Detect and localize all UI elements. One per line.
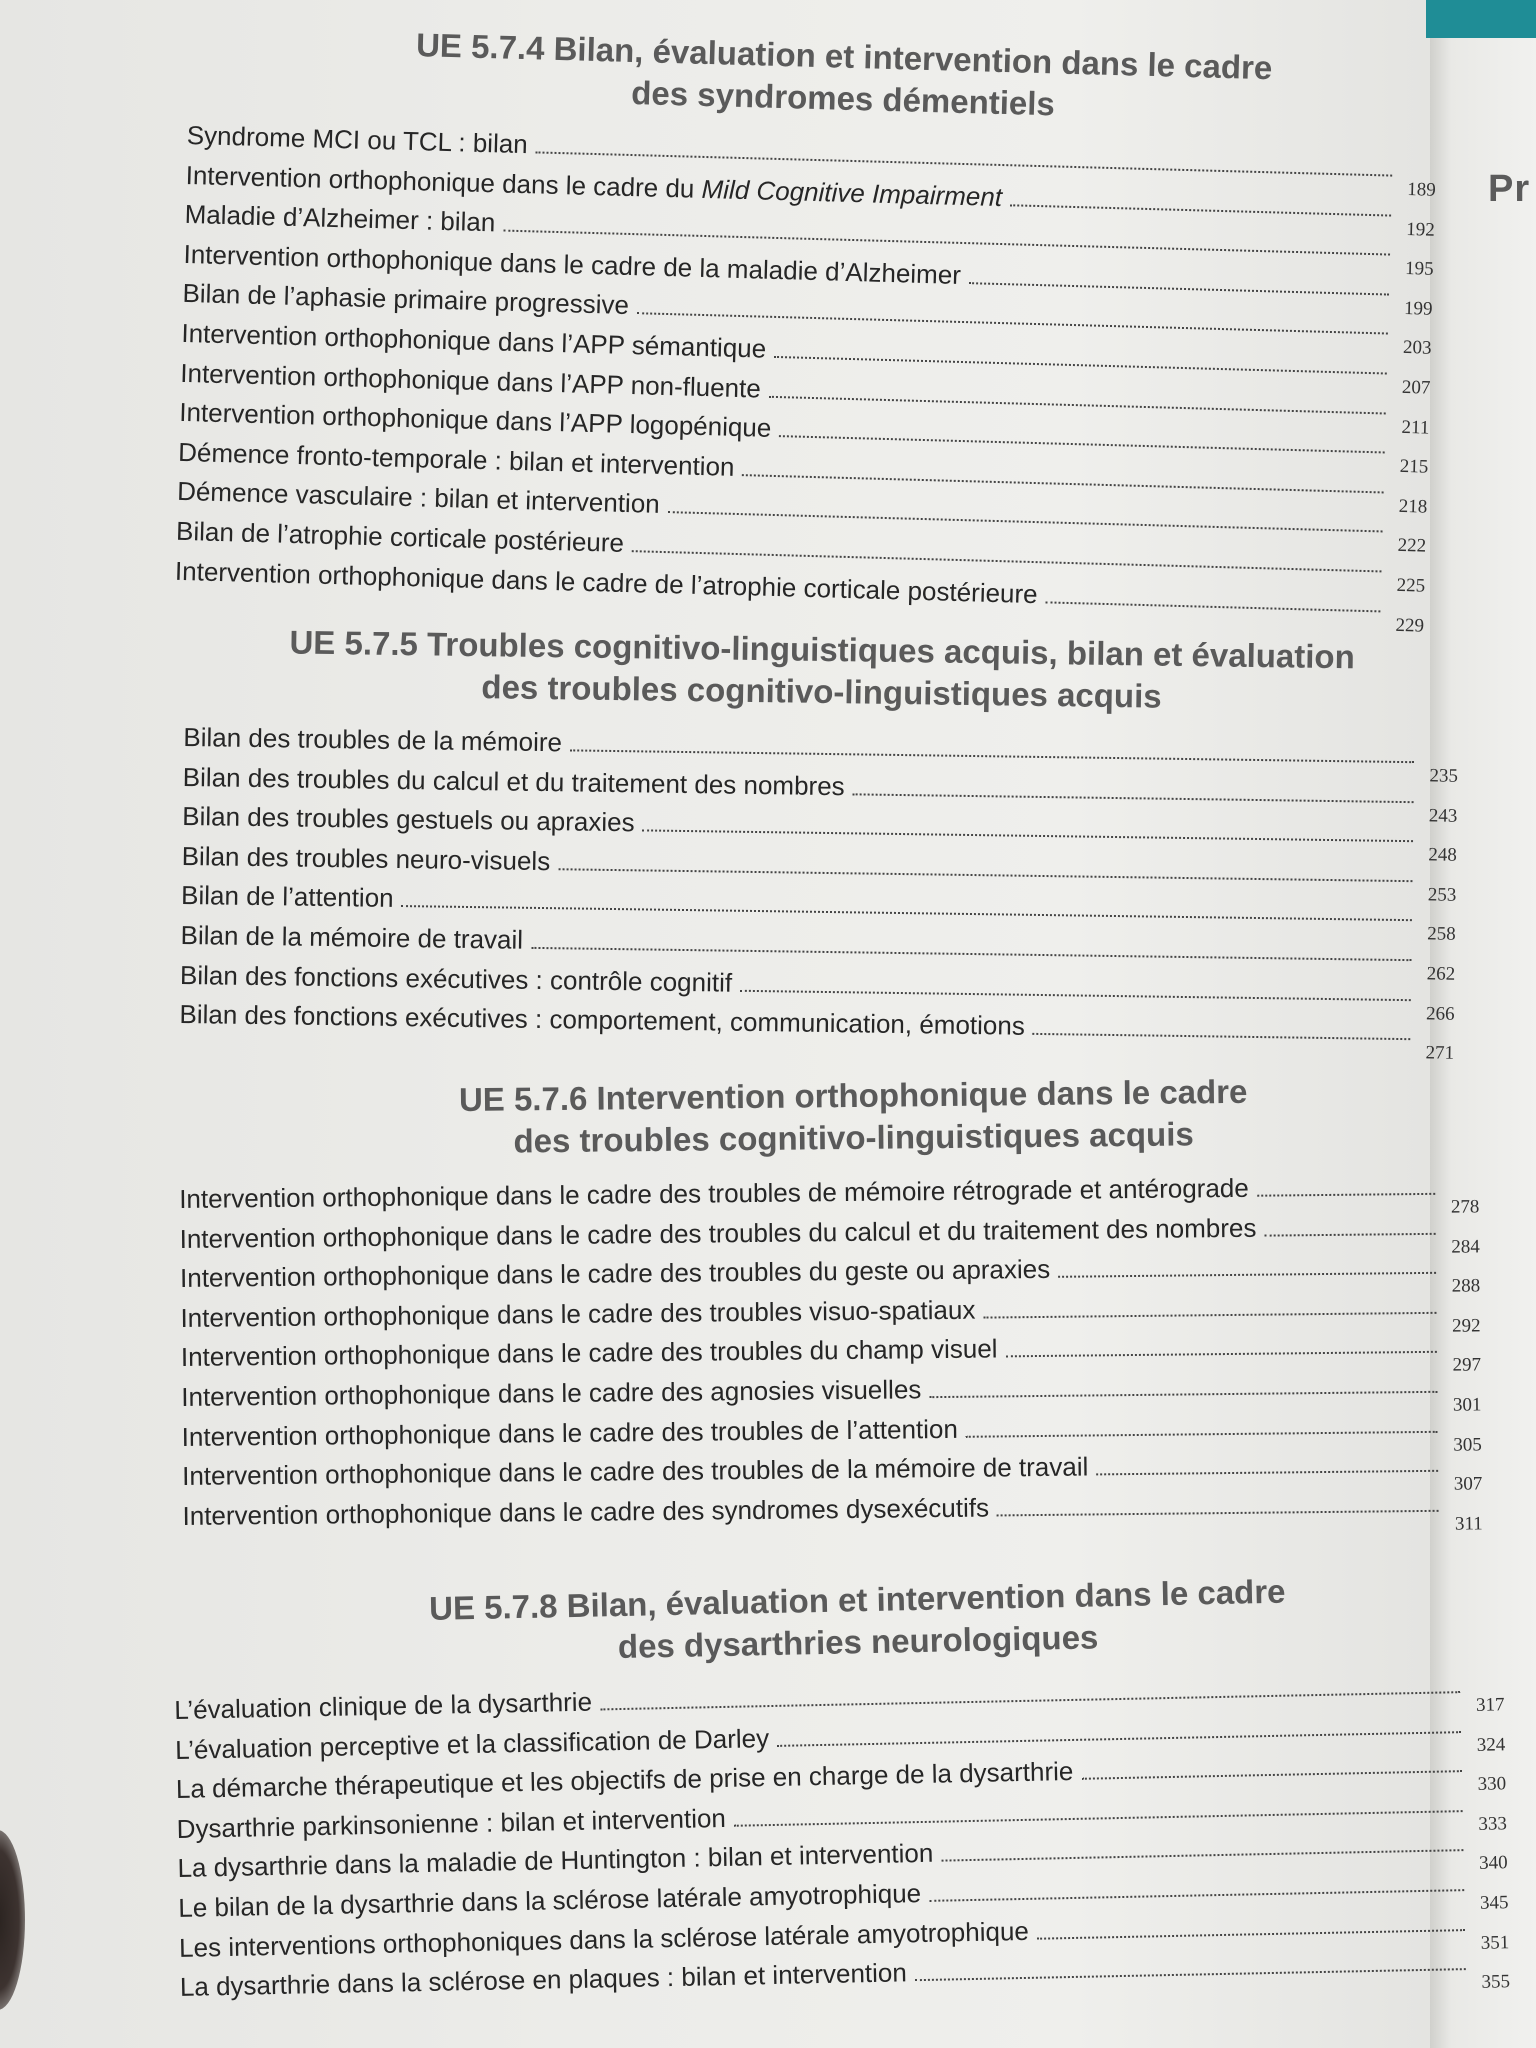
toc-entry-italic-text: Mild Cognitive Impairment [701,173,1003,212]
toc-entry-text: Bilan des troubles gestuels ou apraxies [182,801,635,838]
toc-entry-text: Bilan des fonctions exécutives : comportement, communication, émotions [179,999,1026,1041]
dot-leader [531,947,1411,961]
toc-entry-text: Dysarthrie parkinsonienne : bilan et intervention [176,1802,727,1844]
section-title-line-1: UE 5.7.5 Troubles cognitivo-linguistiques acquis, bilan et évaluation [289,623,1356,676]
toc-entry-page-number: 305 [1453,1433,1482,1456]
toc-entry-label [182,797,635,843]
toc-entry-text: Intervention orthophonique dans le cadre de la maladie d’Alzheimer [183,238,962,290]
dot-leader [570,749,1414,763]
toc-section-ue-5-7-6 [178,1068,1483,1536]
section-title-line-1: UE 5.7.6 Intervention orthophonique dans le cadre [458,1072,1248,1119]
toc-entry-text: Intervention orthophonique dans le cadre des troubles du calcul et du traitement des nombres [179,1212,1257,1254]
toc-entry-text: Intervention orthophonique dans l’APP logopénique [178,397,772,444]
toc-entry-page-number: 340 [1478,1852,1508,1875]
toc-entry-page-number: 324 [1476,1733,1506,1756]
dot-leader [853,793,1414,803]
dot-leader [929,1889,1464,1902]
dot-leader [740,989,1411,1000]
toc-entry-text: Intervention orthophonique dans le cadre des troubles du geste ou apraxies [179,1254,1051,1294]
section-title-line-2: des troubles cognitivo-linguistiques acquis [513,1115,1194,1160]
toc-entry-text: Intervention orthophonique dans le cadre des troubles de l’attention [181,1413,959,1452]
toc-entry-page-number: 243 [1428,804,1458,827]
toc-entry-text: Intervention orthophonique dans l’APP sémantique [181,317,767,364]
section-title-line-1: UE 5.7.4 Bilan, évaluation et intervention dans le cadre [415,26,1273,87]
toc-entry-text: Intervention orthophonique dans le cadre du [185,159,703,204]
toc-entry-page-number: 222 [1397,535,1427,557]
toc-entry-page-number: 235 [1429,765,1459,787]
section-title [184,620,1460,722]
toc-entry-page-number: 311 [1454,1513,1483,1535]
toc-entry-text: Intervention orthophonique dans le cadre de l’atrophie corticale postérieure [174,555,1039,609]
toc-entry-text: Bilan de l’aphasie primaire progressive [182,278,630,321]
toc-entry-page-number: 307 [1453,1473,1483,1495]
dot-leader [401,905,1411,921]
toc-entry-text: Démence vasculaire : bilan et intervention [176,476,661,520]
toc-entry-text: Bilan des troubles du calcul et du traitement des nombres [182,761,845,801]
dot-leader [1058,1272,1436,1278]
toc-entry-text: L’évaluation clinique de la dysarthrie [174,1686,593,1725]
dot-leader [929,1391,1437,1398]
toc-entry-text: Bilan des fonctions exécutives : contrôle cognitif [179,959,733,998]
dot-leader [1006,1351,1437,1358]
toc-entry-label [181,837,550,882]
dot-leader [915,1968,1466,1981]
toc-entry-page-number: 355 [1481,1971,1511,1993]
toc-entry-page-number: 345 [1479,1892,1509,1914]
toc-entry-page-number: 203 [1402,337,1432,360]
toc-entry-page-number: 215 [1399,456,1429,478]
toc-entry-text: L’évaluation perceptive et la classification de Darley [174,1722,770,1765]
section-title [178,1068,1479,1166]
toc-entry-page-number: 189 [1407,178,1437,201]
dot-leader [1264,1232,1435,1236]
dot-leader [983,1312,1436,1319]
toc-entry-page-number: 317 [1475,1694,1505,1716]
section-title-line-2: des troubles cognitivo-linguistiques acquis [481,668,1162,715]
toc-entry-text: Intervention orthophonique dans le cadre des troubles visuo-spatiaux [180,1294,976,1333]
toc-entry-text: Maladie d’Alzheimer : bilan [184,199,496,238]
toc-entry-page-number: 258 [1427,923,1456,946]
toc-entry-text: La dysarthrie dans la sclérose en plaques : bilan et intervention [179,1957,908,2003]
dot-leader [941,1850,1463,1862]
adjacent-page-label: Pr [1488,168,1531,210]
toc-entry-label [180,916,523,960]
dot-leader [558,868,1412,882]
dot-leader [1096,1470,1438,1476]
toc-entry-page-number: 229 [1395,614,1425,637]
toc-section-ue-5-7-4 [174,18,1439,637]
toc-section-ue-5-7-5 [179,620,1460,1064]
dot-leader [1037,1929,1465,1940]
dot-leader [1033,1033,1411,1040]
toc-entry-page-number: 266 [1425,1002,1455,1025]
teal-tab-marker [1426,0,1536,38]
dot-leader [734,1810,1463,1827]
toc-entry-page-number: 292 [1452,1315,1481,1337]
toc-entry-page-number: 271 [1425,1042,1455,1064]
dot-leader [969,282,1389,295]
toc-entry-text: Le bilan de la dysarthrie dans la sclérose latérale amyotrophique [178,1877,922,1923]
toc-entry-text: La dysarthrie dans la maladie de Huntington : bilan et intervention [177,1838,934,1884]
toc-entry-page-number: 218 [1398,495,1428,518]
toc-entry-page-number: 195 [1404,258,1434,280]
toc-entry-page-number: 330 [1477,1773,1507,1796]
toc-entry-page-number: 207 [1401,376,1431,399]
toc-entry-page-number: 253 [1427,884,1457,906]
toc-entry-text: Syndrome MCI ou TCL : bilan [186,119,529,160]
toc-section-ue-5-7-8 [172,1566,1510,2007]
toc-entry-text: La démarche thérapeutique et les objectifs de prise en charge de la dysarthrie [175,1756,1074,1805]
section-title-line-2: des dysarthries neurologiques [617,1618,1099,1666]
toc-entry-text: Bilan de l’attention [180,880,394,914]
section-title-line-1: UE 5.7.8 Bilan, évaluation et intervention dans le cadre [428,1572,1286,1627]
toc-entry-label [181,876,394,919]
toc-entry-text: Bilan de l’atrophie corticale postérieure [175,515,625,558]
dot-leader [1257,1193,1435,1197]
toc-entry-text: Intervention orthophonique dans le cadre des troubles du champ visuel [180,1333,998,1373]
toc-entry-page-number: 192 [1405,218,1436,241]
toc-entry-page-number: 284 [1451,1235,1480,1258]
dot-leader [1010,204,1391,216]
section-title-line-2: des syndromes démentiels [630,73,1056,123]
dot-leader [777,1731,1461,1747]
toc-entry-text: Intervention orthophonique dans le cadre des troubles de la mémoire de travail [181,1451,1089,1492]
toc-entry-text: Intervention orthophonique dans le cadre des troubles de mémoire rétrograde et antérograde [179,1172,1249,1214]
toc-entry-label [182,1488,989,1536]
toc-entry-text: Démence fronto-temporale : bilan et intervention [177,436,735,482]
dot-leader [642,830,1413,843]
dot-leader [997,1510,1439,1517]
toc-entry-page-number: 351 [1480,1931,1510,1954]
toc-entry-page-number: 211 [1401,416,1430,439]
toc-entry-page-number: 262 [1426,963,1456,985]
toc-entry-text: Intervention orthophonique dans le cadre des syndromes dysexécutifs [182,1492,990,1531]
toc-entry-page-number: 333 [1478,1813,1508,1835]
toc-entry-page-number: 199 [1403,297,1433,320]
dot-leader [1045,601,1380,612]
toc-entry-text: Les interventions orthophoniques dans la sclérose latérale amyotrophique [178,1915,1030,1963]
toc-entry-label [183,718,562,763]
toc-entry-page-number: 288 [1451,1275,1481,1297]
toc-entry-text: Bilan des troubles de la mémoire [183,721,563,758]
toc-entry-page-number: 278 [1450,1196,1480,1218]
dot-leader [966,1430,1438,1437]
toc-entry-text: Intervention orthophonique dans le cadre des agnosies visuelles [181,1374,922,1412]
toc-entry-text: Bilan de la mémoire de travail [180,919,524,955]
toc-entry-text: Intervention orthophonique dans l’APP non-fluente [180,357,762,404]
toc-entry-page-number: 301 [1452,1394,1482,1416]
toc-entry-page-number: 225 [1396,574,1426,597]
dot-leader [1081,1770,1461,1780]
toc-entry-page-number: 297 [1452,1354,1482,1377]
toc-entry-text: Bilan des troubles neuro-visuels [181,840,551,876]
toc-entry-page-number: 248 [1428,844,1457,866]
